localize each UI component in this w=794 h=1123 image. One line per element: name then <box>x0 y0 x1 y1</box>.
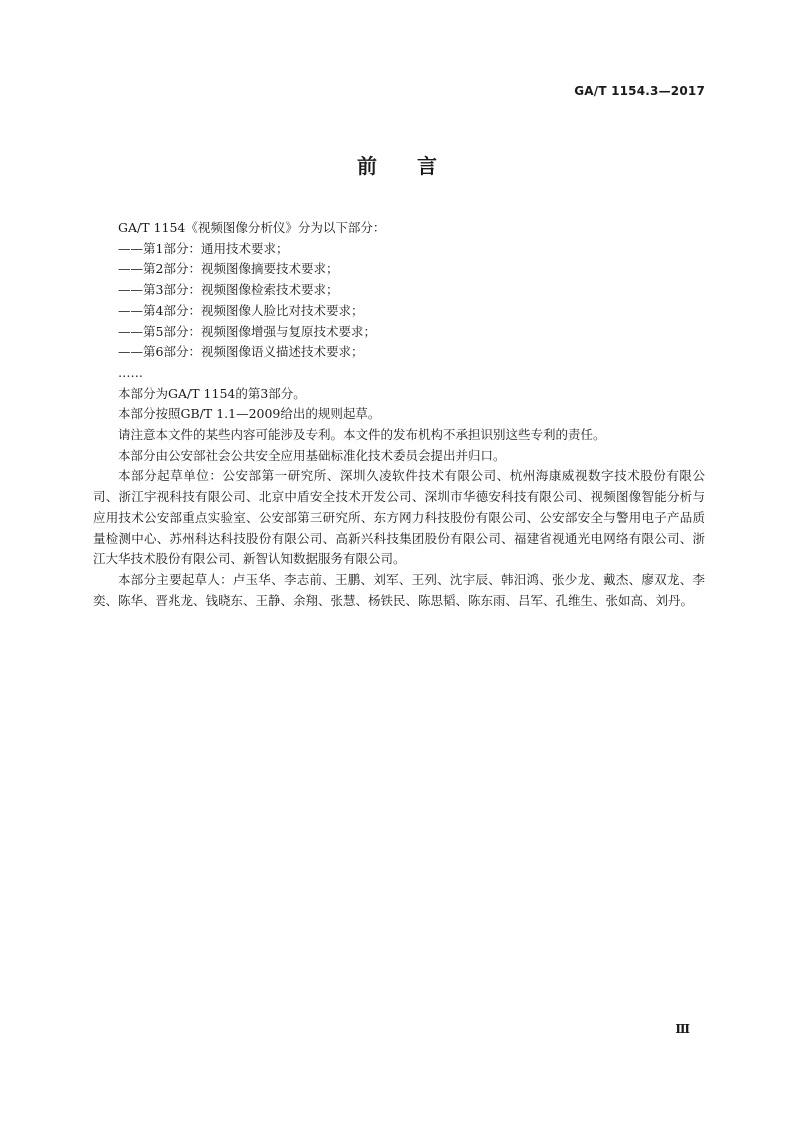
paragraph-patent-notice: 请注意本文件的某些内容可能涉及专利。本文件的发布机构不承担识别这些专利的责任。 <box>118 427 606 443</box>
list-item: ——第4部分：视频图像人脸比对技术要求； <box>118 302 364 318</box>
paragraph-drafters: 本部分主要起草人：卢玉华、李志前、王鹏、刘军、王列、沈宇辰、韩汨鸿、张少龙、戴杰、廖双龙、李奕、陈华、晋兆龙、钱晓东、王静、余翔、张慧、杨铁民、陈思韬、陈东雨、吕军、孔维生、张如高、刘丹。 <box>93 571 705 608</box>
list-item: ——第3部分：视频图像检索技术要求； <box>118 282 339 298</box>
list-item: ——第2部分：视频图像摘要技术要求； <box>118 261 339 277</box>
intro-paragraph: GA/T 1154《视频图像分析仪》分为以下部分： <box>118 220 386 235</box>
paragraph-drafting-rules: 本部分按照GB/T 1.1—2009给出的规则起草。 <box>118 406 381 422</box>
list-item: ——第6部分：视频图像语义描述技术要求； <box>118 344 364 360</box>
standard-code: GA/T 1154.3—2017 <box>574 84 705 98</box>
paragraph-drafting-units: 本部分起草单位：公安部第一研究所、深圳久凌软件技术有限公司、杭州海康威视数字技术股份有限公司、浙江宇视科技有限公司、北京中盾安全技术开发公司、深圳市华德安科技有限公司、视频图像智能分析与应用技术公安部重点实验室、公安部第三研究所、东方网力科技股份有限公司、公安部安全与警用电子产品质量检测中心、苏州科达科技股份有限公司、高新兴科技集团股份有限公司、福建省视通光电网络有限公司、浙江大华技术股份有限公司、新智认知数据服务有限公司。 <box>93 468 705 567</box>
document-body <box>93 218 705 611</box>
list-item: ——第1部分：通用技术要求； <box>118 240 289 256</box>
page-number: Ⅲ <box>675 1022 690 1036</box>
list-item: ——第5部分：视频图像增强与复原技术要求； <box>118 323 376 339</box>
paragraph-proposer: 本部分由公安部社会公共安全应用基础标准化技术委员会提出并归口。 <box>118 447 506 463</box>
page-title: 前言 <box>357 154 477 178</box>
paragraph-part-number: 本部分为GA/T 1154的第3部分。 <box>118 385 306 401</box>
list-item-ellipsis: …… <box>118 364 143 380</box>
